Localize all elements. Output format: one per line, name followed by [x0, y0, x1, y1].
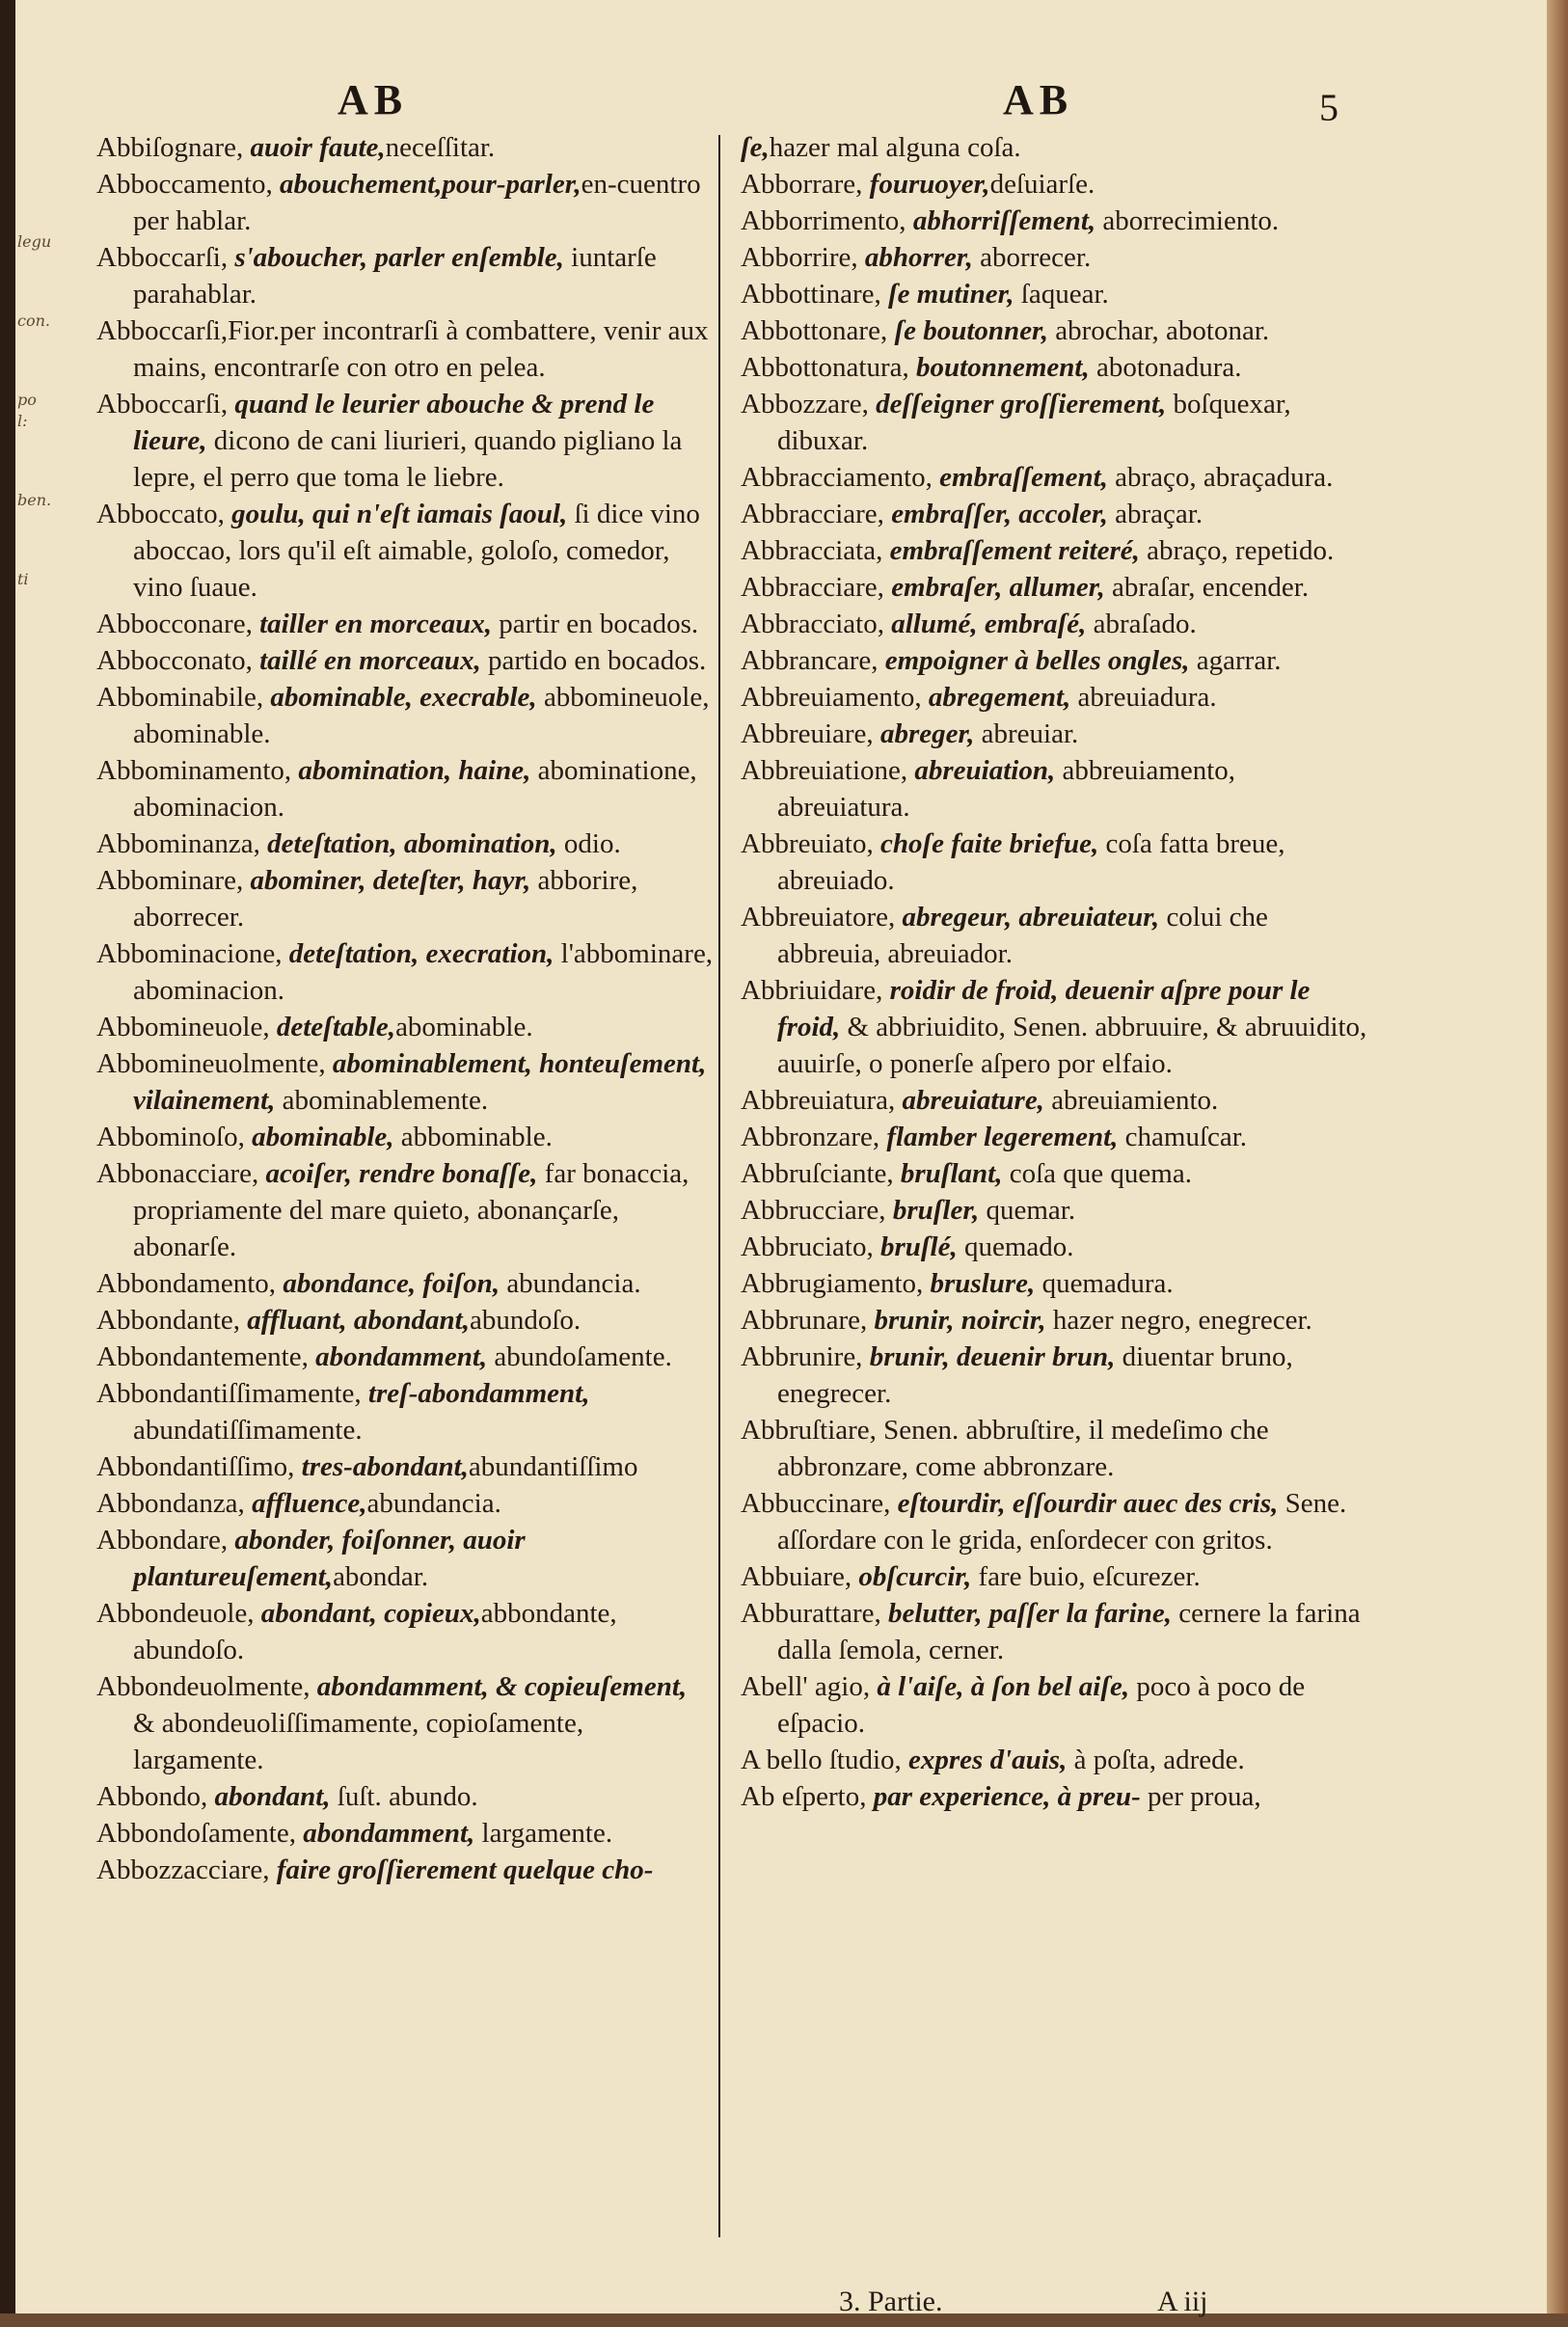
entry-headword: Abbruſciante, — [741, 1158, 894, 1189]
entry-french: abominer, deteſter, hayr, — [243, 865, 531, 896]
entry-headword: Abbrunare, — [741, 1305, 868, 1336]
entry-spanish: abundancia. — [366, 1488, 501, 1519]
dictionary-entry — [741, 972, 1367, 1082]
entry-french: taillé en morceaux, — [252, 645, 481, 676]
dictionary-entry — [741, 1339, 1367, 1412]
entry-spanish: odio. — [556, 828, 621, 859]
entry-french: abregement, — [921, 682, 1071, 713]
dictionary-entry — [741, 1485, 1367, 1558]
page-bottom-edge — [0, 2313, 1568, 2327]
dictionary-entry — [96, 606, 714, 642]
entry-headword: Abell' agio, — [741, 1671, 871, 1702]
entry-spanish: ſuſt. abundo. — [330, 1781, 478, 1812]
entry-french: allumé, embraſé, — [883, 609, 1087, 639]
dictionary-entry — [96, 129, 714, 166]
entry-headword: Abbondoſamente, — [96, 1818, 296, 1849]
entry-spanish: abreuiadura. — [1070, 682, 1217, 713]
margin-annotations — [17, 231, 52, 648]
entry-spanish: fare buio, eſcurezer. — [971, 1561, 1201, 1592]
entry-headword: Abbonacciare, — [96, 1158, 259, 1189]
entry-spanish: abraço, abraçadura. — [1107, 462, 1334, 493]
dictionary-entry — [96, 1595, 714, 1668]
entry-french: brunir, deuenir brun, — [862, 1341, 1116, 1372]
dictionary-entry — [741, 1119, 1367, 1155]
entry-headword: Abbondantemente, — [96, 1341, 309, 1372]
dictionary-entry — [741, 752, 1367, 825]
entry-french: embraſſement reiteré, — [882, 535, 1140, 566]
dictionary-entry — [741, 1668, 1367, 1742]
entry-french: s'aboucher, parler enſemble, — [228, 242, 564, 273]
entry-french: abomination, haine, — [291, 755, 531, 786]
entry-headword: Abboccarſi, — [96, 389, 229, 419]
entry-spanish: Fior.per incontrarſi à combattere, venir aux mains, encontrarſe con otro en pelea. — [133, 315, 709, 383]
entry-spanish: & abondeuoliſſimamente, copioſamente, largamente. — [133, 1708, 584, 1775]
entry-french: abregeur, abreuiateur, — [895, 902, 1160, 933]
entry-headword: Abbrugiamento, — [741, 1268, 924, 1299]
entry-french: choſe faite briefue, — [873, 828, 1099, 859]
dictionary-entry — [741, 716, 1367, 752]
entry-spanish: ſi dice vino aboccao, lors qu'il eſt aimable, goloſo, comedor, vino ſuaue. — [133, 499, 700, 603]
entry-headword: Abboccarſi, — [96, 242, 229, 273]
dictionary-entry — [741, 825, 1367, 899]
entry-french: abominable, — [244, 1122, 394, 1152]
dictionary-entry — [741, 1265, 1367, 1302]
entry-french: abondant, copieux, — [254, 1598, 481, 1629]
dictionary-entry — [96, 1522, 714, 1595]
entry-spanish: en-cuentro per hablar. — [133, 169, 701, 236]
entry-spanish: abominable. — [395, 1012, 533, 1042]
dictionary-entry — [96, 1668, 714, 1778]
entry-french: abhorrer, — [857, 242, 973, 273]
entry-french: bruslure, — [923, 1268, 1036, 1299]
right-column — [741, 129, 1367, 1815]
entry-spanish: per proua, — [1140, 1781, 1261, 1812]
dictionary-entry — [741, 1082, 1367, 1119]
entry-spanish: quemado. — [957, 1231, 1074, 1262]
entry-headword: Abbrunire, — [741, 1341, 863, 1372]
entry-spanish: coſa fatta breue, abreuiado. — [777, 828, 1285, 896]
entry-french: deteſtable, — [269, 1012, 396, 1042]
entry-french: abondamment, & copieuſement, — [310, 1671, 688, 1702]
entry-headword: Abbondamento, — [96, 1268, 277, 1299]
entry-spanish: diuentar bruno, enegrecer. — [777, 1341, 1293, 1409]
entry-spanish: ſaquear. — [1014, 279, 1109, 310]
dictionary-entry — [96, 1009, 714, 1045]
entry-headword: Abbracciare, — [741, 499, 884, 529]
entry-spanish: abotonadura. — [1089, 352, 1242, 383]
entry-french: empoigner à belles ongles, — [878, 645, 1190, 676]
dictionary-entry — [96, 1265, 714, 1302]
entry-spanish: aborrecer. — [972, 242, 1092, 273]
entry-french: embraſer, allumer, — [883, 572, 1105, 603]
entry-french: affluence, — [244, 1488, 367, 1519]
entry-spanish: partir en bocados. — [491, 609, 699, 639]
entry-headword: Abbracciamento, — [741, 462, 933, 493]
entry-french: abonder, foiſonner, auoir plantureuſement, — [133, 1525, 526, 1592]
dictionary-entry — [741, 606, 1367, 642]
entry-headword: Abbreuiatore, — [741, 902, 896, 933]
entry-spanish: agarrar. — [1189, 645, 1282, 676]
entry-spanish: abbominable. — [393, 1122, 553, 1152]
entry-french: abreuiature, — [895, 1085, 1044, 1116]
dictionary-entry — [96, 496, 714, 606]
entry-spanish: abundantiſſimo — [468, 1451, 638, 1482]
entry-french: eſtourdir, eſſourdir auec des cris, — [890, 1488, 1279, 1519]
entry-french: à l'aiſe, à ſon bel aiſe, — [870, 1671, 1130, 1702]
entry-french: acoiſer, rendre bonaſſe, — [258, 1158, 538, 1189]
entry-spanish: abreuiamiento. — [1043, 1085, 1219, 1116]
dictionary-entry — [96, 1852, 714, 1888]
entry-french: belutter, paſſer la farine, — [880, 1598, 1173, 1629]
entry-spanish: abrochar, abotonar. — [1048, 315, 1270, 346]
entry-spanish: far bonaccia, propriamente del mare quieto, abonançarſe, abonarſe. — [133, 1158, 689, 1262]
entry-spanish: poco à poco de eſpacio. — [777, 1671, 1306, 1739]
entry-french: deteſtation, abomination, — [259, 828, 557, 859]
dictionary-entry — [96, 642, 714, 679]
margin-note: con. — [17, 311, 50, 330]
entry-spanish: chamuſcar. — [1118, 1122, 1248, 1152]
entry-french: boutonnement, — [908, 352, 1090, 383]
entry-french: abouchement,pour-parler, — [272, 169, 581, 200]
dictionary-entry — [96, 825, 714, 862]
dictionary-entry — [741, 1412, 1367, 1485]
dictionary-entry — [96, 166, 714, 239]
dictionary-entry — [741, 276, 1367, 312]
entry-headword: Abboccato, — [96, 499, 225, 529]
entry-spanish: & abbriuidito, Senen. abbruuire, & abruuidito, auuirſe, o ponerſe aſpero por elfaio. — [777, 1012, 1367, 1079]
page-edge — [1547, 0, 1568, 2327]
entry-french: abondance, foiſon, — [276, 1268, 500, 1299]
dictionary-entry — [741, 679, 1367, 716]
dictionary-entry — [741, 459, 1367, 496]
entry-headword: Abbondantiſſimamente, — [96, 1378, 362, 1409]
entry-headword: Abbocconato, — [96, 645, 253, 676]
page-number: 5 — [1319, 86, 1338, 129]
entry-spanish: abbomineuole, abominable. — [133, 682, 710, 749]
entry-french: abreuiation, — [907, 755, 1056, 786]
dictionary-entry — [96, 935, 714, 1009]
entry-headword: Abbrucciare, — [741, 1195, 886, 1226]
entry-headword: Abbreuiatione, — [741, 755, 908, 786]
dictionary-entry — [96, 1302, 714, 1339]
dictionary-entry — [741, 642, 1367, 679]
entry-french: abominable, execrable, — [263, 682, 537, 713]
dictionary-entry — [741, 1558, 1367, 1595]
entry-headword: Abbondo, — [96, 1781, 208, 1812]
entry-french: quand le leurier abouche & prend le lieure, — [133, 389, 655, 456]
margin-note: ti — [17, 570, 29, 588]
entry-spanish: abundoſamente. — [487, 1341, 672, 1372]
entry-french: faire groſſierement quelque cho- — [269, 1854, 654, 1885]
dictionary-entry — [741, 129, 1367, 166]
entry-spanish: iuntarſe parahablar. — [133, 242, 657, 310]
dictionary-entry — [741, 899, 1367, 972]
entry-headword: Abbondantiſſimo, — [96, 1451, 295, 1482]
entry-french: auoir faute, — [243, 132, 386, 163]
entry-headword: Abbottinare, — [741, 279, 881, 310]
entry-spanish: quemar. — [979, 1195, 1076, 1226]
entry-spanish: abominatione, abominacion. — [133, 755, 697, 823]
entry-spanish: dicono de cani liurieri, quando pigliano la lepre, el perro que toma le liebre. — [133, 425, 683, 493]
dictionary-entry — [96, 752, 714, 825]
entry-french: expres d'auis, — [901, 1745, 1068, 1775]
entry-french: goulu, qui n'eſt iamais ſaoul, — [224, 499, 568, 529]
entry-headword: Abbreuiare, — [741, 718, 874, 749]
column-divider — [718, 135, 720, 2237]
entry-french: deteſtation, execration, — [282, 938, 554, 969]
entry-spanish: aborrecimiento. — [1095, 205, 1280, 236]
entry-french: fouruoyer, — [862, 169, 990, 200]
entry-french: abondant, — [207, 1781, 331, 1812]
dictionary-entry — [741, 1595, 1367, 1668]
entry-spanish: hazer negro, enegrecer. — [1045, 1305, 1312, 1336]
entry-headword: Abbreuiato, — [741, 828, 874, 859]
entry-headword: Abbondante, — [96, 1305, 240, 1336]
dictionary-entry — [741, 166, 1367, 203]
entry-spanish: abborire, aborrecer. — [133, 865, 638, 933]
entry-spanish: coſa que quema. — [1002, 1158, 1192, 1189]
entry-french: obſcurcir, — [852, 1561, 972, 1592]
dictionary-entry — [96, 386, 714, 496]
entry-headword: Abbomineuole, — [96, 1012, 270, 1042]
entry-headword: Abbrancare, — [741, 645, 879, 676]
entry-spanish: neceſſitar. — [385, 132, 496, 163]
entry-spanish: hazer mal alguna coſa. — [769, 132, 1021, 163]
entry-headword: Abboccamento, — [96, 169, 273, 200]
entry-spanish: largamente. — [474, 1818, 613, 1849]
dictionary-entry — [741, 1229, 1367, 1265]
dictionary-entry — [741, 532, 1367, 569]
dictionary-entry — [96, 1375, 714, 1448]
entry-headword: Abbracciata, — [741, 535, 883, 566]
dictionary-entry — [741, 349, 1367, 386]
entry-headword: Abbondeuole, — [96, 1598, 255, 1629]
entry-french: abominablement, honteuſement, vilainement, — [133, 1048, 707, 1116]
entry-spanish: deſuiarſe. — [989, 169, 1095, 200]
entry-headword: Abborrare, — [741, 169, 863, 200]
entry-headword: Abbomineuolmente, — [96, 1048, 326, 1079]
entry-headword: Abbuiare, — [741, 1561, 852, 1592]
running-head-left: AB — [338, 76, 409, 123]
entry-headword: Abbriuidare, — [741, 975, 883, 1006]
entry-headword: Abbominoſo, — [96, 1122, 245, 1152]
entry-spanish: abundoſo. — [469, 1305, 581, 1336]
dictionary-entry — [96, 1778, 714, 1815]
entry-headword: Abbreuiatura, — [741, 1085, 896, 1116]
entry-french: ſe mutiner, — [880, 279, 1014, 310]
entry-headword: Abbottonare, — [741, 315, 888, 346]
dictionary-entry — [741, 1302, 1367, 1339]
left-column — [96, 129, 714, 1888]
dictionary-entry — [741, 1155, 1367, 1192]
entry-headword: Abbracciare, — [741, 572, 884, 603]
entry-spanish: Sene. aſſordare con le grida, enſordecer con gritos. — [777, 1488, 1347, 1556]
entry-spanish: abundatiſſimamente. — [133, 1415, 363, 1446]
entry-spanish: abundancia. — [500, 1268, 641, 1299]
entry-headword: Abborrimento, — [741, 205, 906, 236]
margin-note: ben. — [17, 491, 52, 509]
entry-french: treſ-abondamment, — [361, 1378, 590, 1409]
dictionary-entry — [741, 312, 1367, 349]
entry-headword: Abbondanza, — [96, 1488, 245, 1519]
entry-headword: Abbruciato, — [741, 1231, 874, 1262]
running-head-right: AB — [1003, 76, 1074, 123]
dictionary-entry — [96, 862, 714, 935]
entry-headword: Abborrire, — [741, 242, 858, 273]
entry-spanish: abbondante, abundoſo. — [133, 1598, 617, 1665]
entry-spanish: Senen. abbruſtire, il medeſimo che abbronzare, come abbronzare. — [777, 1415, 1269, 1482]
entry-french: tailler en morceaux, — [252, 609, 492, 639]
margin-note: po l: — [17, 391, 37, 430]
dictionary-entry — [96, 1448, 714, 1485]
entry-spanish: abreuiar. — [974, 718, 1079, 749]
dictionary-entry — [96, 1155, 714, 1265]
entry-spanish: abraſado. — [1086, 609, 1197, 639]
entry-spanish: abbreuiamento, abreuiatura. — [777, 755, 1236, 823]
entry-french: abondamment, — [308, 1341, 488, 1372]
entry-headword: Abboccarſi, — [96, 315, 229, 346]
entry-spanish: abominablemente. — [275, 1085, 489, 1116]
entry-french: brunir, noircir, — [867, 1305, 1046, 1336]
entry-headword: Abbozzare, — [741, 389, 869, 419]
dictionary-entry — [96, 1485, 714, 1522]
part-label: 3. Partie. — [839, 2286, 943, 2317]
dictionary-entry — [96, 1119, 714, 1155]
entry-headword: Abbuccinare, — [741, 1488, 891, 1519]
entry-headword: Abbronzare, — [741, 1122, 880, 1152]
dictionary-entry — [741, 1192, 1367, 1229]
dictionary-entry — [96, 679, 714, 752]
entry-spanish: abondar. — [333, 1561, 429, 1592]
entry-spanish: boſquexar, dibuxar. — [777, 389, 1291, 456]
entry-spanish: abraſar, encender. — [1104, 572, 1310, 603]
entry-french: ſe, — [741, 132, 770, 163]
entry-headword: Abbominanza, — [96, 828, 260, 859]
dictionary-entry — [741, 1742, 1367, 1778]
entry-headword: Abbocconare, — [96, 609, 253, 639]
entry-spanish: l'abbominare, abominacion. — [133, 938, 714, 1006]
entry-headword: Abbondare, — [96, 1525, 229, 1556]
entry-headword: A bello ſtudio, — [741, 1745, 902, 1775]
entry-french: flamber legerement, — [879, 1122, 1119, 1152]
entry-french: bruſlant, — [893, 1158, 1003, 1189]
entry-french: tres-abondant, — [294, 1451, 469, 1482]
entry-french: bruſlé, — [873, 1231, 958, 1262]
signature-mark: A iij — [1157, 2286, 1208, 2317]
entry-headword: Abbominabile, — [96, 682, 264, 713]
dictionary-entry — [96, 312, 714, 386]
entry-spanish: à poſta, adrede. — [1067, 1745, 1245, 1775]
entry-french: abhorriſſement, — [906, 205, 1096, 236]
entry-headword: Abbominacione, — [96, 938, 283, 969]
entry-french: affluant, abondant, — [240, 1305, 470, 1336]
entry-headword: Abbominamento, — [96, 755, 292, 786]
entry-headword: Abbiſognare, — [96, 132, 244, 163]
dictionary-entry — [741, 386, 1367, 459]
entry-spanish: quemadura. — [1035, 1268, 1174, 1299]
entry-french: abreger, — [873, 718, 975, 749]
entry-headword: Abbreuiamento, — [741, 682, 922, 713]
entry-spanish: partido en bocados. — [480, 645, 707, 676]
entry-headword: Abbondeuolmente, — [96, 1671, 311, 1702]
entry-french: deſſeigner groſſierement, — [868, 389, 1167, 419]
dictionary-entry — [741, 569, 1367, 606]
entry-french: roidir de froid, deuenir aſpre pour le froid, — [777, 975, 1311, 1042]
dictionary-entry — [741, 496, 1367, 532]
dictionary-entry — [96, 1339, 714, 1375]
entry-french: embraſſement, — [932, 462, 1108, 493]
dictionary-entry — [741, 1778, 1367, 1815]
margin-note: legu — [17, 232, 52, 251]
entry-french: abondamment, — [295, 1818, 475, 1849]
dictionary-entry — [741, 203, 1367, 239]
entry-french: par experience, à preu- — [866, 1781, 1141, 1812]
entry-headword: Abbracciato, — [741, 609, 884, 639]
entry-french: ſe boutonner, — [887, 315, 1048, 346]
dictionary-entry — [96, 1815, 714, 1852]
entry-spanish: abraço, repetido. — [1139, 535, 1335, 566]
entry-french: embraſſer, accoler, — [883, 499, 1108, 529]
entry-headword: Abbozzacciare, — [96, 1854, 270, 1885]
page-gutter-shadow — [0, 0, 15, 2327]
entry-headword: Abburattare, — [741, 1598, 881, 1629]
entry-headword: Abbruſtiare, — [741, 1415, 877, 1446]
entry-headword: Ab eſperto, — [741, 1781, 867, 1812]
dictionary-entry — [96, 1045, 714, 1119]
entry-headword: Abbottonatura, — [741, 352, 909, 383]
dictionary-entry — [741, 239, 1367, 276]
dictionary-entry — [96, 239, 714, 312]
entry-spanish: cernere la farina dalla ſemola, cerner. — [777, 1598, 1361, 1665]
entry-spanish: colui che abbreuia, abreuiador. — [777, 902, 1268, 969]
entry-french: bruſler, — [885, 1195, 980, 1226]
entry-headword: Abbominare, — [96, 865, 244, 896]
entry-spanish: abraçar. — [1107, 499, 1203, 529]
